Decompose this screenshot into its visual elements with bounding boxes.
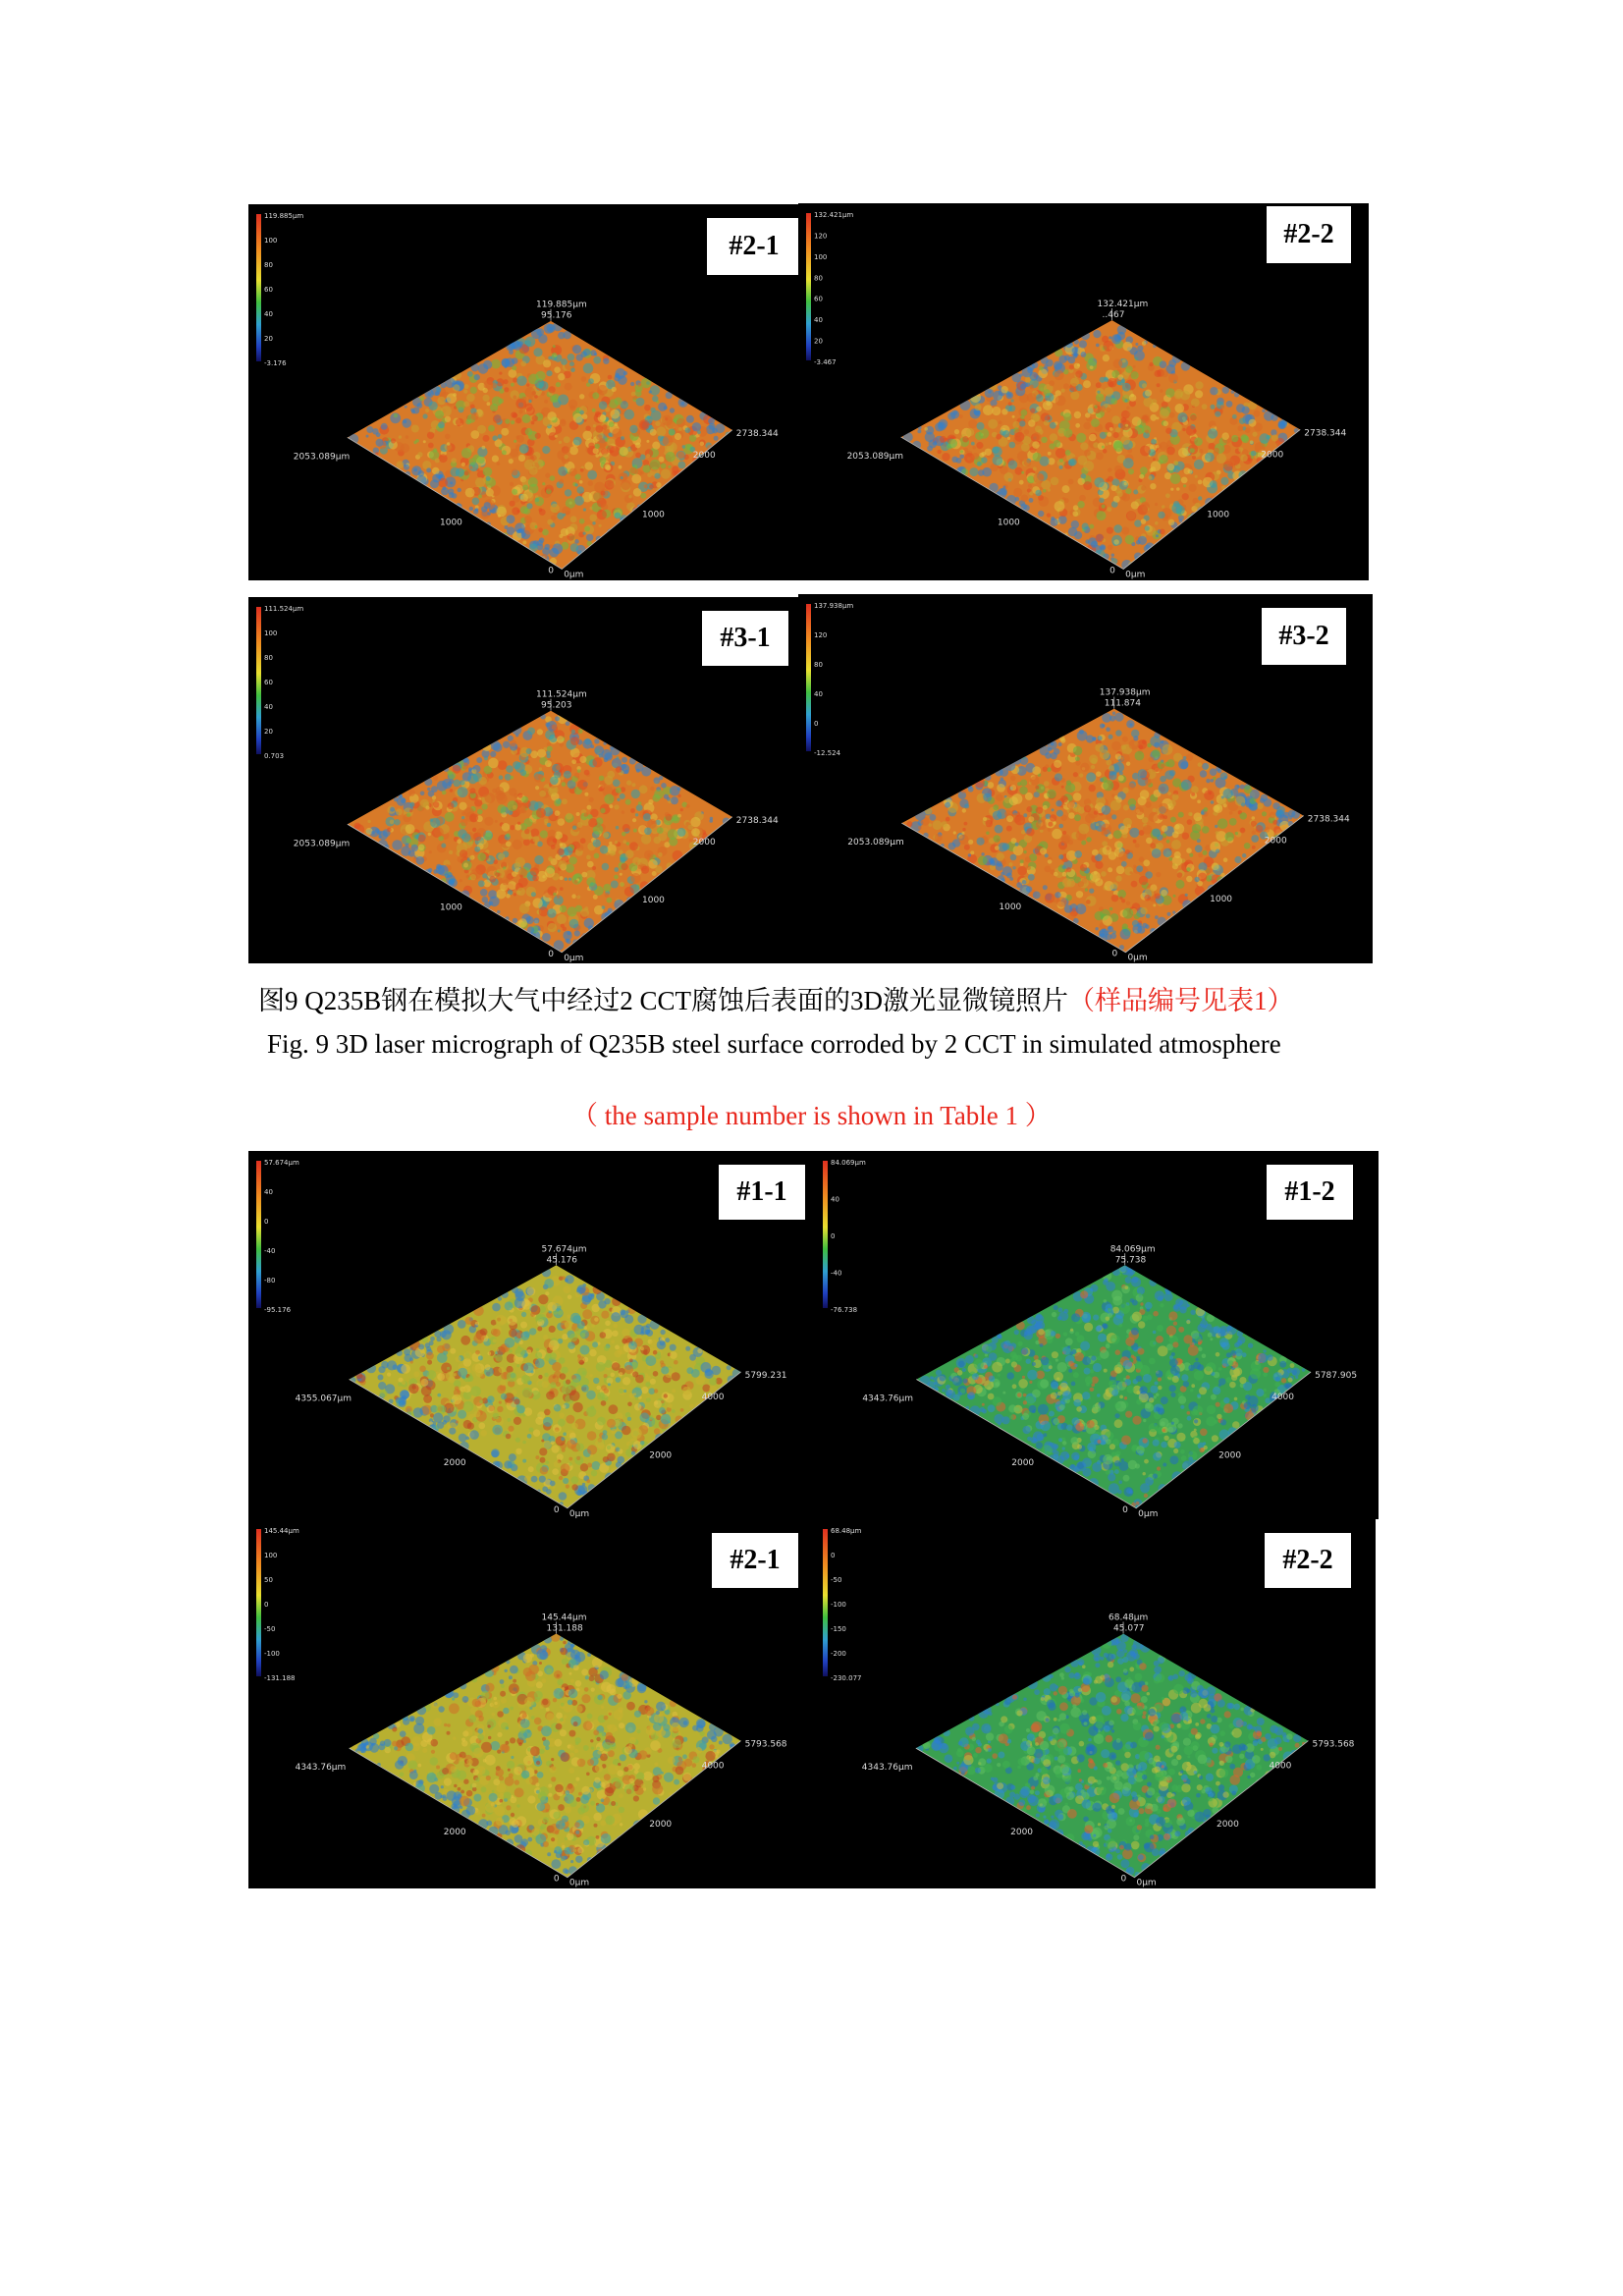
x-length-label: 4343.76μm [861,1763,913,1774]
color-scale-label: 120 [814,232,828,241]
axis-tick-label: 1000 [997,518,1020,528]
axis-tick-label: 1000 [440,518,462,528]
color-scale-label: 20 [814,337,823,346]
color-scale-label: 100 [264,629,278,637]
axis-tick-label: 4000 [701,1761,725,1772]
micrograph-panel [248,1519,1376,1888]
axis-tick-label: 0 [548,949,554,959]
color-scale-label: 119.885μm [264,212,304,220]
x-length-label: 4355.067μm [295,1394,352,1404]
surface-topography [916,1634,1336,1878]
color-scale-label: -40 [831,1269,842,1278]
micrograph-panel [798,203,1369,580]
axis-tick-label: 0μm [1127,953,1148,963]
sample-tag: #2-1 [705,216,798,277]
height-sub-label: 45.077 [1113,1623,1145,1634]
color-scale-label: 100 [264,1552,278,1559]
axis-tick-label: 1000 [1210,895,1233,905]
figure-9-caption-cn [258,979,1294,1017]
color-scale-label: 137.938μm [814,602,854,610]
x-length-label: 2053.089μm [846,452,904,463]
height-peak-label: 132.421μm [1097,300,1149,310]
color-scale-bar [256,1529,261,1676]
color-scale-bar [806,213,811,360]
color-scale-label: 60 [814,295,823,303]
sample-tag: #2-2 [1263,1531,1353,1590]
color-scale-label: 80 [814,274,823,283]
color-scale-label: -50 [831,1576,842,1584]
axis-tick-label: 0μm [564,570,584,580]
color-scale-label: 145.44μm [264,1527,299,1535]
micrograph-panel [248,597,798,963]
axis-tick-label: 0μm [1136,1878,1157,1888]
surface-topography [348,321,768,570]
color-scale-label: 80 [264,261,273,269]
height-peak-label: 145.44μm [541,1613,587,1623]
height-sub-label: 45.176 [546,1255,577,1266]
axis-tick-label: 0μm [568,1508,590,1519]
color-scale-bar [823,1161,828,1308]
axis-tick-label: 0μm [568,1878,590,1888]
color-scale-label: 0 [831,1552,836,1559]
color-scale-label: 40 [831,1195,839,1204]
caption-cn-note: （样品编号见表1） [1068,986,1294,1015]
height-sub-label: 95.203 [541,700,572,711]
color-scale-label: 40 [814,690,823,698]
surface-topography [901,709,1337,953]
axis-tick-label: 2000 [649,1820,673,1831]
y-length-label: 2738.344 [1307,814,1350,825]
sample-tag: #2-2 [1265,204,1353,265]
color-scale-label: -80 [264,1277,276,1285]
axis-tick-label: 2000 [1261,450,1284,461]
color-scale-label: -95.176 [264,1306,292,1314]
color-scale-label: -230.077 [831,1674,862,1682]
axis-tick-label: 0 [548,566,554,576]
height-peak-label: 111.524μm [536,689,587,700]
height-peak-label: 68.48μm [1109,1613,1149,1623]
axis-tick-label: 2000 [692,837,716,847]
color-scale-label: 60 [264,286,273,294]
color-scale-label: -150 [831,1625,846,1633]
color-scale-label: 80 [814,661,823,669]
color-scale-label: 40 [264,1188,273,1196]
micrograph-panel [248,1151,1379,1519]
axis-tick-label: 2000 [692,450,716,461]
axis-tick-label: 2000 [1216,1820,1239,1831]
color-scale-label: 84.069μm [831,1159,866,1167]
color-scale-label: 132.421μm [814,211,854,219]
color-scale-bar [823,1529,828,1676]
surface-topography [916,1264,1336,1508]
axis-tick-label: 1000 [999,902,1022,912]
axis-tick-label: 2000 [1010,1827,1034,1837]
height-peak-label: 137.938μm [1099,687,1151,698]
color-scale-label: 0 [831,1232,836,1240]
y-length-label: 5793.568 [1312,1739,1355,1750]
height-sub-label: 75.738 [1114,1255,1147,1266]
x-length-label: 2053.089μm [293,452,351,463]
y-length-label: 5799.231 [744,1371,787,1381]
color-scale-label: -40 [264,1247,276,1255]
axis-tick-label: 2000 [649,1450,673,1461]
axis-tick-label: 0 [1120,1874,1127,1885]
color-scale-label: 0 [264,1601,269,1609]
color-scale-label: 50 [264,1576,273,1584]
color-scale-bar [256,607,261,754]
color-scale-label: -12.524 [814,749,841,757]
color-scale-label: -100 [831,1601,846,1609]
surface-topography [348,711,757,953]
axis-tick-label: 0μm [564,953,584,963]
color-scale-label: 68.48μm [831,1527,862,1535]
color-scale-label: 40 [264,703,273,711]
sample-tag: #1-2 [1265,1163,1355,1222]
color-scale-label: -200 [831,1650,846,1658]
color-scale-label: 0 [264,1218,269,1226]
axis-tick-label: 2000 [1011,1458,1035,1469]
axis-tick-label: 4000 [1269,1761,1292,1772]
axis-tick-label: 2000 [443,1458,466,1469]
figure-9-caption-en: Fig. 9 3D laser micrograph of Q235B steel surface corroded by 2 CCT in simulated atmosphere [267,1029,1281,1059]
axis-tick-label: 4000 [1271,1393,1295,1402]
color-scale-label: -131.188 [264,1674,296,1682]
height-sub-label: 131.188 [546,1623,583,1634]
surface-topography [350,1265,780,1508]
axis-tick-label: 2000 [443,1827,466,1837]
color-scale-label: -3.467 [814,358,837,366]
height-sub-label: ..467 [1102,310,1125,321]
x-length-label: 2053.089μm [847,838,904,848]
color-scale-label: -50 [264,1625,276,1633]
axis-tick-label: 0 [1109,566,1115,576]
y-length-label: 2738.344 [735,428,779,439]
color-scale-label: -3.176 [264,359,287,367]
y-length-label: 5793.568 [744,1739,787,1750]
color-scale-label: 111.524μm [264,605,304,613]
color-scale-label: 100 [814,252,828,261]
axis-tick-label: 0μm [1138,1508,1159,1519]
micrograph-panel [798,594,1373,963]
sample-tag: #3-1 [700,609,790,668]
y-length-label: 2738.344 [1304,428,1347,439]
figure-9-caption-en-note: （ the sample number is shown in Table 1 ） [571,1101,1052,1130]
axis-tick-label: 1000 [642,510,665,520]
color-scale-bar [806,604,811,751]
surface-topography [350,1632,767,1878]
sample-tag: #3-2 [1260,606,1348,667]
height-peak-label: 57.674μm [541,1244,587,1255]
height-sub-label: 95.176 [541,310,572,321]
color-scale-label: 80 [264,654,273,662]
axis-tick-label: 0μm [1125,570,1146,580]
color-scale-label: 20 [264,335,273,343]
color-scale-bar [256,1161,261,1308]
color-scale-label: 40 [814,316,823,325]
micrograph-panel [248,204,798,580]
axis-tick-label: 1000 [642,895,665,905]
axis-tick-label: 0 [553,1504,560,1515]
x-length-label: 2053.089μm [293,839,351,849]
height-peak-label: 84.069μm [1109,1244,1156,1255]
color-scale-label: 20 [264,728,273,736]
surface-topography [901,320,1329,571]
sample-tag: #2-1 [710,1531,800,1590]
color-scale-label: 0 [814,720,819,728]
x-length-label: 4343.76μm [862,1394,914,1404]
color-scale-label: -76.738 [831,1306,858,1314]
caption-cn-text: 图9 Q235B钢在模拟大气中经过2 CCT腐蚀后表面的3D激光显微镜照片 [258,986,1069,1015]
y-length-label: 5787.905 [1315,1371,1358,1381]
color-scale-label: 120 [814,631,828,639]
color-scale-label: -100 [264,1650,280,1658]
height-peak-label: 119.885μm [536,300,587,310]
color-scale-label: 60 [264,679,273,686]
axis-tick-label: 0 [1111,949,1118,959]
axis-tick-label: 2000 [1218,1450,1242,1461]
axis-tick-label: 2000 [1264,836,1287,847]
axis-tick-label: 0 [1122,1504,1128,1515]
axis-tick-label: 4000 [701,1393,725,1402]
axis-tick-label: 1000 [1207,510,1230,520]
color-scale-label: 100 [264,237,278,245]
color-scale-bar [256,214,261,361]
axis-tick-label: 1000 [440,902,462,913]
color-scale-label: 0.703 [264,752,285,760]
y-length-label: 2738.344 [735,815,779,826]
height-sub-label: 111.874 [1104,698,1141,709]
sample-tag: #1-1 [717,1163,807,1222]
axis-tick-label: 0 [553,1874,560,1885]
x-length-label: 4343.76μm [295,1763,347,1774]
color-scale-label: 40 [264,310,273,318]
color-scale-label: 57.674μm [264,1159,299,1167]
